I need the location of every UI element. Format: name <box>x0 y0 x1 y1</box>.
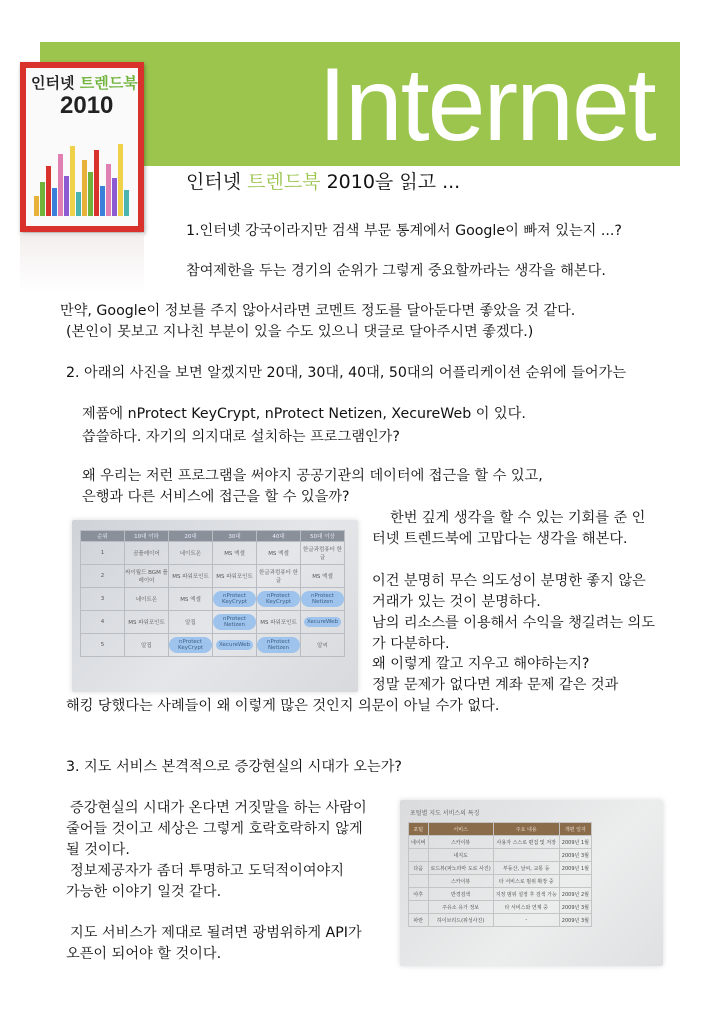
table-cell-text: 부동산, 날씨, 교통 등 <box>502 865 550 872</box>
table-cell-text: 야후 <box>413 891 424 898</box>
table-cell-text: MS 엑셀 <box>180 597 201 603</box>
table-cell-text: XecureWeb <box>304 617 341 627</box>
table-cell-text: 싸이월드 BGM 플레이어 <box>125 570 168 584</box>
section3-line5: 가능한 이야기 일것 같다. <box>66 884 222 900</box>
cover-bar <box>52 188 57 216</box>
table-cell-text: MS 파워포인트 <box>216 574 253 580</box>
table-cell-text: MS 파워포인트 <box>128 620 165 626</box>
table-cell <box>257 588 301 611</box>
table-cell-text: 4 <box>100 619 105 625</box>
table-cell <box>169 565 213 588</box>
section3-line1: 증강현실의 시대가 온다면 거짓말을 하는 사람이 <box>70 800 367 816</box>
table-cell <box>428 914 493 927</box>
cover-bar <box>82 160 87 216</box>
cover-bar <box>112 178 117 216</box>
table-cell-text: 스카이뷰 <box>450 839 471 846</box>
table-row <box>409 862 592 875</box>
table-cell-text: 네이트온 <box>179 551 202 557</box>
app-ranking-table <box>80 530 345 657</box>
table-cell <box>301 634 345 657</box>
app-ranking-photo <box>72 520 358 692</box>
table-row <box>81 611 345 634</box>
table-cell <box>213 611 257 634</box>
table-cell-text: 2 <box>100 573 105 579</box>
table-header-cell: 20대 <box>169 531 213 542</box>
table-row <box>81 565 345 588</box>
table-cell <box>81 611 125 634</box>
section2-side4: 거래가 있는 것이 분명하다. <box>372 594 541 610</box>
table-cell <box>559 875 591 888</box>
cover-bar <box>64 176 69 216</box>
section1-line4: (본인이 못보고 지나친 부분이 있을 수도 있으니 댓글로 달아주시면 좋겠다.) <box>66 324 534 340</box>
table-cell-text: 2009년 3월 <box>561 852 589 859</box>
table-cell-text: 알집 <box>141 643 152 649</box>
table-cell <box>493 888 559 901</box>
table-cell-text: 파란 <box>413 917 424 924</box>
table-cell <box>125 634 169 657</box>
table-cell <box>493 875 559 888</box>
table-cell-text: nProtect Netizen <box>301 591 344 607</box>
table-cell-text: 알씨 <box>317 643 328 649</box>
table-cell-text: nProtect Netizen <box>213 614 256 630</box>
table-cell-text: 2009년 2월 <box>561 891 589 898</box>
table-cell <box>559 914 591 927</box>
table-cell <box>81 634 125 657</box>
banner-title: Internet <box>318 47 655 163</box>
table-header-cell: 순위 <box>81 531 125 542</box>
section3-line6: 지도 서비스가 제대로 될려면 광범위하게 API가 <box>70 925 362 941</box>
cover-bar <box>94 150 99 216</box>
cover-bar <box>70 146 75 216</box>
table-row <box>409 875 592 888</box>
section1-line3: 만약, Google이 정보를 주지 않아서라면 코멘트 정도를 달아둔다면 좋았을 것 같다. <box>60 303 576 319</box>
table-cell <box>428 862 493 875</box>
page-title-highlight: 트렌드북 <box>247 171 321 193</box>
cover-bar <box>58 154 63 216</box>
table-cell <box>301 611 345 634</box>
table-header-cell: 40대 <box>257 531 301 542</box>
page-title-prefix: 인터넷 <box>186 171 248 193</box>
section2-side6: 가 다분하다. <box>372 636 450 652</box>
table-cell-text: 다음 <box>413 865 424 872</box>
table-cell-text: MS 엑셀 <box>312 574 333 580</box>
section3-line7: 오픈이 되어야 할 것이다. <box>66 946 222 962</box>
table-cell <box>125 542 169 565</box>
table-row <box>409 836 592 849</box>
book-title <box>31 72 138 93</box>
table-cell-text: 반경검색 <box>450 891 471 898</box>
table-cell <box>409 836 429 849</box>
table-row <box>81 634 345 657</box>
table-cell <box>301 565 345 588</box>
cover-bar <box>76 192 81 216</box>
table-cell <box>493 862 559 875</box>
table-cell <box>493 901 559 914</box>
table-row <box>81 542 345 565</box>
table-cell <box>213 542 257 565</box>
table-header-row <box>81 531 345 542</box>
table-cell-text: 2009년 3월 <box>561 904 589 911</box>
table-cell <box>125 565 169 588</box>
table-header-cell: 30대 <box>213 531 257 542</box>
table-cell <box>559 862 591 875</box>
table-cell <box>409 849 429 862</box>
table-cell-text: 하이브리드(위성사진) <box>436 917 485 924</box>
table-cell-text: nProtect KeyCrypt <box>169 637 212 653</box>
book-title-part1: 인터넷 <box>31 74 75 92</box>
map-services-photo <box>400 800 663 966</box>
table-cell-text: XecureWeb <box>216 640 253 650</box>
table-cell <box>409 875 429 888</box>
table-cell <box>213 634 257 657</box>
book-cover-image <box>20 62 144 232</box>
table-header-cell: 개편 일자 <box>559 823 591 836</box>
table-cell <box>169 611 213 634</box>
book-reflection <box>20 233 144 293</box>
table-row <box>409 901 592 914</box>
section2-side1: 한번 깊게 생각을 할 수 있는 기회를 준 인 <box>390 510 646 526</box>
table-cell <box>428 875 493 888</box>
book-cover-inner <box>26 68 138 226</box>
table-cell <box>81 542 125 565</box>
table-cell-text: MS 엑셀 <box>224 551 245 557</box>
map-services-table <box>408 822 592 927</box>
table-cell <box>169 634 213 657</box>
table-cell-text: 3 <box>100 596 105 602</box>
table-cell <box>428 836 493 849</box>
section2-side3: 이건 분명히 무슨 의도성이 분명한 좋지 않은 <box>372 573 646 589</box>
cover-bar <box>106 164 111 216</box>
table-cell <box>493 836 559 849</box>
book-year: 2010 <box>60 92 114 119</box>
book-title-part2: 트렌드북 <box>79 74 138 92</box>
cover-bar <box>88 172 93 216</box>
book-cover-bars <box>34 140 130 216</box>
table-cell <box>81 565 125 588</box>
table-cell <box>428 901 493 914</box>
section2-line6: 해킹 당했다는 사례들이 왜 이렇게 많은 것인지 의문이 아닐 수가 없다. <box>66 698 500 714</box>
table-cell-text: 1 <box>100 550 105 556</box>
table-cell-text: MS 파워포인트 <box>260 620 297 626</box>
table-cell-text: 스카이뷰 <box>450 878 471 885</box>
table-cell-text: 곰플레이어 <box>133 551 160 557</box>
table-cell-text: MS 엑셀 <box>268 551 289 557</box>
table-cell-text: 네이트온 <box>135 597 158 603</box>
table-cell-text: 타 서비스와 연계 중 <box>504 904 548 911</box>
map-services-title: 포털별 지도 서비스의 특징 <box>410 810 480 817</box>
table-cell <box>169 542 213 565</box>
section2-side2: 터넷 트렌드북에 고맙다는 생각을 해본다. <box>372 531 628 547</box>
table-cell-text: nProtect KeyCrypt <box>257 591 300 607</box>
table-cell <box>301 542 345 565</box>
table-cell <box>409 901 429 914</box>
section2-line5: 은행과 다른 서비스에 접근을 할 수 있을까? <box>82 489 350 505</box>
table-cell-text: 네이버 <box>411 839 426 846</box>
section2-side7: 왜 이렇게 깔고 지우고 해야하는지? <box>372 656 590 672</box>
table-cell-text: nProtect Netizen <box>257 637 300 653</box>
table-header-cell: 10대 이하 <box>125 531 169 542</box>
table-cell-text: 알집 <box>185 620 196 626</box>
table-cell <box>428 888 493 901</box>
table-row <box>409 849 592 862</box>
section2-line1: 2. 아래의 사진을 보면 알겠지만 20대, 30대, 40대, 50대의 어플리케이션 순위에 들어가는 <box>66 365 627 381</box>
table-cell-text: 타 서비스로 범위 확장 중 <box>498 878 554 885</box>
table-cell <box>428 849 493 862</box>
table-header-cell: 주요 내용 <box>493 823 559 836</box>
section3-line4: 정보제공자가 좀더 투명하고 도덕적이여야지 <box>70 863 344 879</box>
page-title-suffix: 2010을 읽고 ... <box>320 171 461 193</box>
table-cell <box>81 588 125 611</box>
table-cell <box>169 588 213 611</box>
section3-line3: 될 것이다. <box>66 842 130 858</box>
table-cell-text: 2009년 1월 <box>561 839 589 846</box>
section2-side5: 남의 리소스를 이용해서 수익을 챙길려는 의도 <box>372 615 655 631</box>
table-cell-text: 사용자 스스로 편집 및 저장 <box>496 839 556 846</box>
table-cell-text: 주유소 유가 정보 <box>442 904 480 911</box>
section3-line2: 줄어들 것이고 세상은 그렇게 호락호락하지 않게 <box>66 821 363 837</box>
table-cell <box>559 901 591 914</box>
table-cell <box>559 849 591 862</box>
table-cell <box>409 914 429 927</box>
table-cell-text: 2009년 1월 <box>561 865 589 872</box>
table-cell-text: 2009년 3월 <box>561 917 589 924</box>
table-cell-text: 5 <box>100 642 105 648</box>
table-header-cell: 포털 <box>409 823 429 836</box>
section1-line2: 참여제한을 두는 경기의 순위가 그렇게 중요할까라는 생각을 해본다. <box>186 263 606 279</box>
table-cell-text: 한글과컴퓨터 한글 <box>259 570 298 584</box>
section2-line2: 제품에 nProtect KeyCrypt, nProtect Netizen, XecureWeb 이 있다. <box>82 406 526 422</box>
table-cell <box>409 862 429 875</box>
table-cell-text: 로드뷰(파노라마 도로 사진) <box>430 865 491 872</box>
cover-bar <box>100 186 105 216</box>
table-cell <box>493 914 559 927</box>
table-cell <box>301 588 345 611</box>
table-cell-text: 지정 범위 설정 후 검색 가능 <box>495 891 557 898</box>
table-cell <box>125 588 169 611</box>
section2-line4: 왜 우리는 저런 프로그램을 써야지 공공기관의 데이터에 접근을 할 수 있고, <box>82 468 543 484</box>
cover-bar <box>34 196 39 216</box>
table-row <box>409 914 592 927</box>
table-cell <box>213 588 257 611</box>
section3-title: 3. 지도 서비스 본격적으로 증강현실의 시대가 오는가? <box>66 759 402 775</box>
table-cell-text: 내지도 <box>453 852 468 859</box>
table-cell <box>213 565 257 588</box>
table-cell-text: MS 파워포인트 <box>172 574 209 580</box>
table-cell <box>125 611 169 634</box>
table-cell-text: - <box>525 917 528 923</box>
cover-bar <box>40 182 45 216</box>
table-row <box>409 888 592 901</box>
table-cell <box>257 634 301 657</box>
table-cell <box>257 542 301 565</box>
table-cell <box>257 565 301 588</box>
table-row <box>81 588 345 611</box>
table-header-cell: 50대 이상 <box>301 531 345 542</box>
cover-bar <box>124 190 129 216</box>
table-cell <box>493 849 559 862</box>
cover-bar <box>118 144 123 216</box>
table-cell-text: 한글과컴퓨터 한글 <box>303 547 342 561</box>
table-cell <box>559 836 591 849</box>
table-header-row <box>409 823 592 836</box>
table-cell <box>257 611 301 634</box>
section1-line1: 1.인터넷 강국이라지만 검색 부문 통계에서 Google이 빠져 있는지 ...? <box>186 223 622 239</box>
page-title <box>186 167 460 194</box>
table-cell <box>559 888 591 901</box>
cover-bar <box>46 166 51 216</box>
table-header-cell: 서비스 <box>428 823 493 836</box>
section2-line3: 씁쓸하다. 자기의 의지대로 설치하는 프로그램인가? <box>82 429 400 445</box>
section2-side8: 정말 문제가 없다면 계좌 문제 같은 것과 <box>372 677 619 693</box>
table-cell <box>409 888 429 901</box>
table-cell-text: nProtect KeyCrypt <box>213 591 256 607</box>
